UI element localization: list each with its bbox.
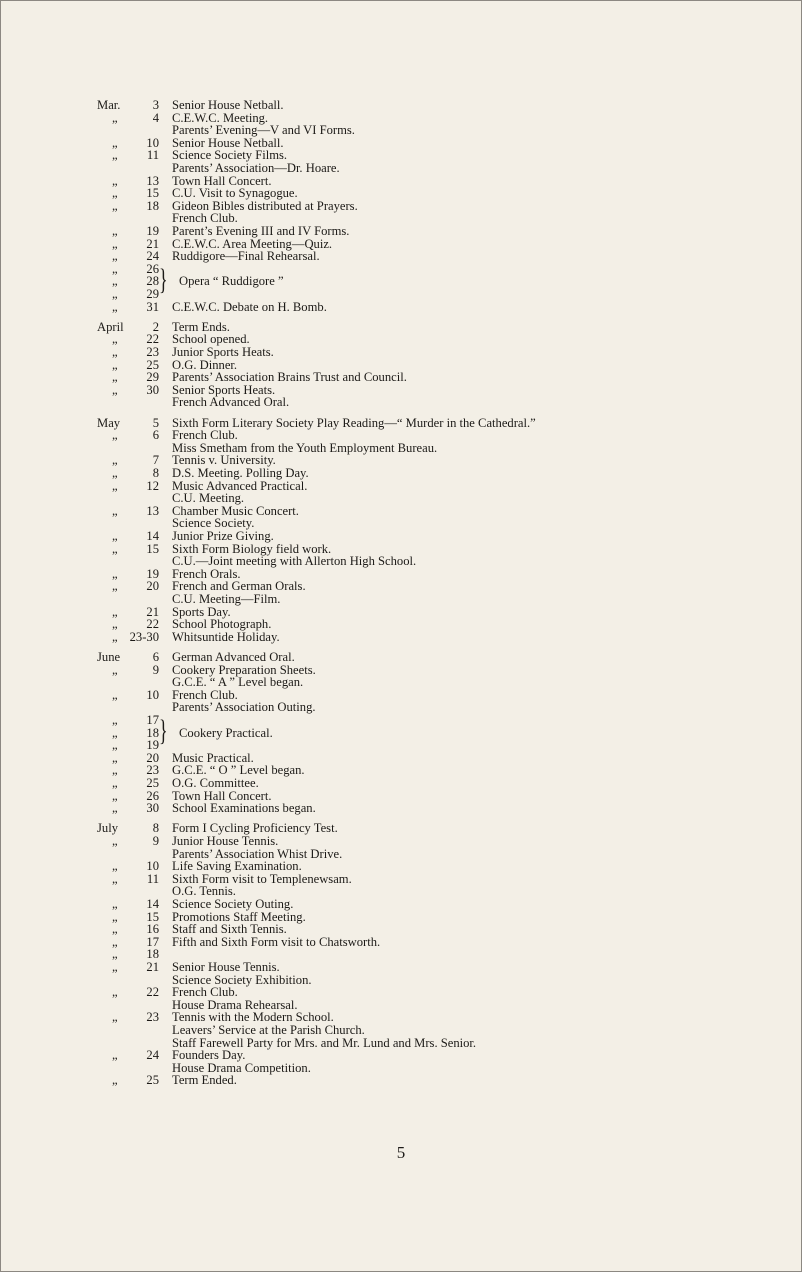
event-text: French and German Orals. xyxy=(172,579,306,594)
ditto-mark: „ xyxy=(112,788,118,803)
event-day: 8 xyxy=(152,821,159,836)
ditto-mark: „ xyxy=(112,299,118,314)
ditto-mark: „ xyxy=(112,738,118,753)
ditto-mark: „ xyxy=(112,629,118,644)
event-text: Staff Farewell Party for Mrs. and Mr. Lund and Mrs. Senior. xyxy=(172,1035,477,1050)
event-text: Science Society Films. xyxy=(172,148,288,163)
event-day: 23 xyxy=(146,1010,159,1025)
ditto-mark: „ xyxy=(112,261,118,276)
event-day: 19 xyxy=(146,738,159,753)
event-day: 29 xyxy=(146,287,159,301)
event-day: 26 xyxy=(146,788,159,803)
event-text: Senior Sports Heats. xyxy=(172,382,276,397)
event-day: 30 xyxy=(146,801,159,816)
event-text: Senior House Netball. xyxy=(172,135,284,150)
ditto-mark: „ xyxy=(112,934,118,949)
event-text: Parents’ Evening—V and VI Forms. xyxy=(172,123,355,138)
ditto-mark: „ xyxy=(112,370,118,385)
event-text: Life Saving Examination. xyxy=(172,859,302,874)
ditto-mark: „ xyxy=(112,186,118,201)
event-text: C.E.W.C. Area Meeting—Quiz. xyxy=(172,236,333,251)
ditto-mark: „ xyxy=(112,687,118,702)
event-day: 31 xyxy=(146,299,159,314)
ditto-mark: „ xyxy=(112,834,118,848)
event-text: O.G. Dinner. xyxy=(172,357,238,372)
event-text: French Orals. xyxy=(172,566,241,581)
event-text: C.U. Meeting. xyxy=(172,491,245,506)
event-day: 25 xyxy=(146,776,159,790)
ditto-mark: „ xyxy=(112,566,118,581)
event-text: Town Hall Concert. xyxy=(172,173,272,188)
event-text: French Club. xyxy=(172,428,238,443)
ditto-mark: „ xyxy=(112,357,118,372)
event-text: Town Hall Concert. xyxy=(172,788,272,803)
event-text: Parents’ Association Outing. xyxy=(172,700,316,715)
event-text: Parents’ Association—Dr. Hoare. xyxy=(172,161,340,175)
event-text: Senior House Tennis. xyxy=(172,960,280,974)
event-day: 4 xyxy=(152,110,159,125)
event-day: 18 xyxy=(146,947,159,962)
ditto-mark: „ xyxy=(112,922,118,937)
event-text: Sixth Form visit to Templenewsam. xyxy=(172,871,352,886)
event-day: 9 xyxy=(152,662,159,677)
event-text: Cookery Preparation Sheets. xyxy=(172,662,316,677)
event-text: French Advanced Oral. xyxy=(172,395,290,410)
ditto-mark: „ xyxy=(112,579,118,594)
event-day: 14 xyxy=(146,529,159,543)
event-day: 2 xyxy=(152,319,159,334)
event-text: Science Society Exhibition. xyxy=(172,972,312,987)
event-day: 15 xyxy=(146,186,159,201)
event-day: 21 xyxy=(146,960,159,974)
event-day: 13 xyxy=(146,503,159,518)
event-text: Junior House Tennis. xyxy=(172,834,279,848)
event-day: 21 xyxy=(146,236,159,251)
ditto-mark: „ xyxy=(112,148,118,163)
ditto-mark: „ xyxy=(112,135,118,150)
ditto-mark: „ xyxy=(112,763,118,778)
ditto-mark: „ xyxy=(112,947,118,962)
ditto-mark: „ xyxy=(112,801,118,816)
ditto-mark: „ xyxy=(112,173,118,188)
event-text: Science Society. xyxy=(172,516,255,531)
ditto-mark: „ xyxy=(112,236,118,251)
event-text: Opera “ Ruddigore ” xyxy=(179,274,284,289)
event-text: Form I Cycling Proficiency Test. xyxy=(172,821,338,836)
event-day: 6 xyxy=(152,650,159,664)
event-text: Parents’ Association Whist Drive. xyxy=(172,846,343,861)
event-text: O.G. Committee. xyxy=(172,776,259,790)
ditto-mark: „ xyxy=(112,871,118,886)
event-text: Whitsuntide Holiday. xyxy=(172,629,280,644)
event-text: School Photograph. xyxy=(172,617,272,632)
event-day: 30 xyxy=(146,382,159,397)
event-text: Junior Sports Heats. xyxy=(172,345,274,359)
bracket-symbol: } xyxy=(159,714,168,747)
event-day: 19 xyxy=(146,566,159,581)
event-text: Cookery Practical. xyxy=(179,725,273,740)
event-text: Senior House Netball. xyxy=(172,98,284,112)
event-text: French Club. xyxy=(172,985,238,1000)
event-text: Staff and Sixth Tennis. xyxy=(172,922,287,937)
ditto-mark: „ xyxy=(112,466,118,480)
ditto-mark: „ xyxy=(112,1048,118,1063)
ditto-mark: „ xyxy=(112,604,118,619)
month-name: April xyxy=(97,319,124,334)
event-day: 17 xyxy=(146,713,159,727)
event-text: Fifth and Sixth Form visit to Chatsworth. xyxy=(172,934,381,949)
event-day: 20 xyxy=(146,750,159,765)
ditto-mark: „ xyxy=(112,750,118,765)
event-day: 13 xyxy=(146,173,159,188)
ditto-mark: „ xyxy=(112,503,118,518)
ditto-mark: „ xyxy=(112,478,118,493)
event-text: C.E.W.C. Debate on H. Bomb. xyxy=(172,299,327,314)
event-text: Music Advanced Practical. xyxy=(172,478,308,493)
ditto-mark: „ xyxy=(112,859,118,874)
event-text: C.U. Meeting—Film. xyxy=(172,592,281,606)
bracket-symbol: } xyxy=(159,262,168,296)
ditto-mark: „ xyxy=(112,249,118,264)
ditto-mark: „ xyxy=(112,110,118,125)
event-text: G.C.E. “ A ” Level began. xyxy=(172,675,304,690)
event-text: School opened. xyxy=(172,332,250,347)
ditto-mark: „ xyxy=(112,1073,118,1088)
event-text: O.G. Tennis. xyxy=(172,884,236,899)
event-text: Term Ended. xyxy=(172,1073,237,1088)
event-text: School Examinations began. xyxy=(172,801,316,816)
event-text: Miss Smetham from the Youth Employment Bureau. xyxy=(172,440,438,455)
event-day: 7 xyxy=(152,453,159,468)
event-text: Gideon Bibles distributed at Prayers. xyxy=(172,198,358,213)
event-day: 23 xyxy=(146,345,159,359)
event-text: Founders Day. xyxy=(172,1048,246,1063)
ditto-mark: „ xyxy=(112,529,118,543)
event-day: 8 xyxy=(152,466,159,480)
event-day: 3 xyxy=(152,98,159,112)
event-day: 6 xyxy=(152,428,159,443)
event-text: Junior Prize Giving. xyxy=(172,529,274,543)
event-text: House Drama Rehearsal. xyxy=(172,997,298,1012)
event-day: 10 xyxy=(146,135,159,150)
ditto-mark: „ xyxy=(112,428,118,443)
ditto-mark: „ xyxy=(112,713,118,727)
event-day: 5 xyxy=(152,415,159,430)
event-day: 10 xyxy=(146,859,159,874)
ditto-mark: „ xyxy=(112,541,118,556)
event-text: Sixth Form Literary Society Play Reading—“ Murder in the Cathedral.” xyxy=(172,415,536,430)
ditto-mark: „ xyxy=(112,287,118,301)
event-text: D.S. Meeting. Polling Day. xyxy=(172,466,309,480)
event-day: 25 xyxy=(146,1073,159,1088)
event-day: 21 xyxy=(146,604,159,619)
event-day: 25 xyxy=(146,357,159,372)
ditto-mark: „ xyxy=(112,985,118,1000)
event-day: 9 xyxy=(152,834,159,848)
event-text: G.C.E. “ O ” Level began. xyxy=(172,763,305,778)
event-text: Leavers’ Service at the Parish Church. xyxy=(172,1023,365,1037)
event-day: 12 xyxy=(146,478,159,493)
event-day: 11 xyxy=(146,148,159,163)
ditto-mark: „ xyxy=(112,345,118,359)
event-text: Science Society Outing. xyxy=(172,897,294,911)
event-text: Term Ends. xyxy=(172,319,230,334)
event-text: C.U. Visit to Synagogue. xyxy=(172,186,298,201)
event-text: Parent’s Evening III and IV Forms. xyxy=(172,224,350,238)
event-text: Sports Day. xyxy=(172,604,231,619)
event-text: French Club. xyxy=(172,687,238,702)
event-text: Tennis v. University. xyxy=(172,453,276,468)
event-day: 19 xyxy=(146,224,159,238)
event-day: 24 xyxy=(146,249,159,264)
event-text: C.U.—Joint meeting with Allerton High School. xyxy=(172,554,417,569)
event-day: 23-30 xyxy=(129,629,159,644)
event-day: 18 xyxy=(146,198,159,213)
ditto-mark: „ xyxy=(112,274,118,289)
event-day: 24 xyxy=(146,1048,159,1063)
event-text: French Club. xyxy=(172,211,238,226)
event-text: Parents’ Association Brains Trust and Council. xyxy=(172,370,407,385)
month-name: June xyxy=(97,650,121,664)
ditto-mark: „ xyxy=(112,662,118,677)
event-text: Promotions Staff Meeting. xyxy=(172,909,306,924)
event-text: Sixth Form Biology field work. xyxy=(172,541,332,556)
event-text: House Drama Competition. xyxy=(172,1060,311,1075)
event-day: 15 xyxy=(146,909,159,924)
event-day: 22 xyxy=(146,617,159,632)
event-text: Music Practical. xyxy=(172,750,254,765)
event-day: 22 xyxy=(146,985,159,1000)
event-day: 11 xyxy=(146,871,159,886)
event-text: Chamber Music Concert. xyxy=(172,503,299,518)
month-name: July xyxy=(97,821,118,836)
ditto-mark: „ xyxy=(112,382,118,397)
event-day: 22 xyxy=(146,332,159,347)
ditto-mark: „ xyxy=(112,617,118,632)
event-day: 23 xyxy=(146,763,159,778)
ditto-mark: „ xyxy=(112,725,118,740)
event-text: Tennis with the Modern School. xyxy=(172,1010,334,1025)
event-day: 15 xyxy=(146,541,159,556)
page-number: 5 xyxy=(396,1143,406,1162)
ditto-mark: „ xyxy=(112,224,118,238)
ditto-mark: „ xyxy=(112,198,118,213)
month-name: Mar. xyxy=(97,98,121,112)
ditto-mark: „ xyxy=(112,1010,118,1025)
ditto-mark: „ xyxy=(112,332,118,347)
event-day: 16 xyxy=(146,922,159,937)
ditto-mark: „ xyxy=(112,909,118,924)
ditto-mark: „ xyxy=(112,960,118,974)
event-text: C.E.W.C. Meeting. xyxy=(172,110,269,125)
event-day: 29 xyxy=(146,370,159,385)
event-text: Ruddigore—Final Rehearsal. xyxy=(172,249,320,264)
event-day: 28 xyxy=(146,274,159,289)
event-day: 26 xyxy=(146,261,159,276)
event-text: German Advanced Oral. xyxy=(172,650,295,664)
event-day: 20 xyxy=(146,579,159,594)
ditto-mark: „ xyxy=(112,897,118,911)
event-day: 18 xyxy=(146,725,159,740)
event-day: 17 xyxy=(146,934,159,949)
ditto-mark: „ xyxy=(112,453,118,468)
event-day: 10 xyxy=(146,687,159,702)
month-name: May xyxy=(97,415,121,430)
event-day: 14 xyxy=(146,897,159,911)
ditto-mark: „ xyxy=(112,776,118,790)
